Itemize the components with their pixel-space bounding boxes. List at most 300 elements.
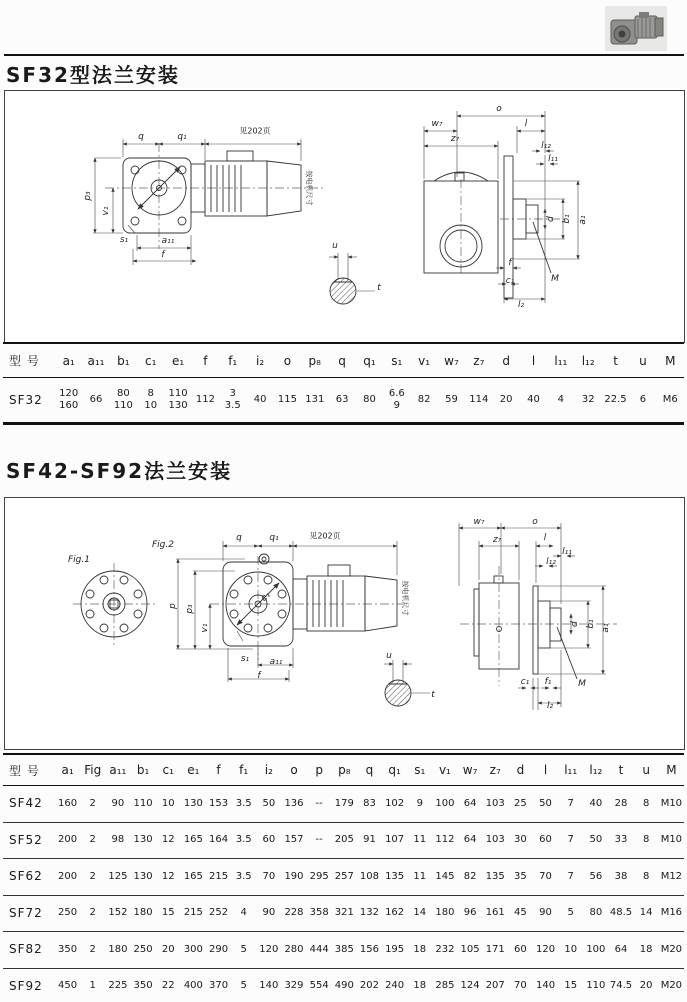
- value-cell: 444: [307, 932, 332, 969]
- value-cell: 450: [58, 980, 78, 991]
- dimension-column-header: p₈: [301, 343, 328, 378]
- dimension-column-header: i₂: [256, 754, 281, 786]
- value-cell: 157: [281, 822, 306, 859]
- sf42-92-dimension-table: [3, 753, 684, 1002]
- dimension-column-header: f₁: [219, 343, 246, 378]
- value-cell: 15: [156, 895, 181, 932]
- value-cell: 96: [458, 895, 483, 932]
- value-cell: 30: [508, 822, 533, 859]
- value-cell: 257: [332, 859, 357, 896]
- value-cell: 80 110: [113, 387, 133, 411]
- value-cell: 290: [206, 932, 231, 969]
- value-cell: 20: [499, 393, 513, 405]
- value-cell: 110: [586, 980, 606, 991]
- dimension-column-header: c₁: [137, 343, 164, 378]
- value-cell: 195: [382, 932, 407, 969]
- dimension-column-header: l₁₁: [558, 754, 583, 786]
- dim-label: q: [236, 533, 242, 543]
- value-cell: 385: [332, 932, 357, 969]
- header-row: [3, 343, 684, 378]
- dimension-column-header: w₇: [438, 343, 465, 378]
- table-row: [3, 822, 684, 859]
- value-cell: 56: [583, 859, 608, 896]
- dim-label: Fig.2: [152, 540, 174, 550]
- dim-label: l₁₂: [541, 141, 551, 151]
- model-cell: SF82: [3, 932, 55, 969]
- model-cell: SF72: [3, 895, 55, 932]
- value-cell: 103: [483, 822, 508, 859]
- dim-label: l₁₁: [562, 547, 572, 557]
- value-cell: 160: [55, 786, 80, 823]
- dimension-column-header: l₁₁: [547, 343, 574, 378]
- value-cell: 156: [357, 932, 382, 969]
- value-cell: 400: [183, 980, 203, 991]
- value-cell: 22: [161, 980, 175, 991]
- dimension-column-header: e₁: [181, 754, 206, 786]
- value-cell: 98: [105, 822, 130, 859]
- dimension-column-header: q: [357, 754, 382, 786]
- sf32-dimension-table: [3, 342, 684, 425]
- value-cell: 120: [533, 932, 558, 969]
- dim-label: a₁: [578, 215, 588, 225]
- dim-label: a₁₁: [269, 657, 283, 667]
- value-cell: 83: [357, 786, 382, 823]
- value-cell: 7: [558, 859, 583, 896]
- table-row: [3, 895, 684, 932]
- dim-label: w₇: [473, 517, 485, 527]
- value-cell: 5: [240, 980, 247, 991]
- value-cell: 102: [382, 786, 407, 823]
- value-cell: 120 160: [59, 387, 79, 411]
- dimension-column-header: Fig: [80, 754, 105, 786]
- dim-label: d: [546, 216, 556, 222]
- model-column-header: 型 号: [3, 343, 55, 378]
- dim-label: e₁: [259, 590, 273, 604]
- dim-label: c₁: [520, 677, 530, 687]
- dimension-column-header: c₁: [156, 754, 181, 786]
- dim-label: q: [138, 132, 144, 142]
- value-cell: 165: [181, 822, 206, 859]
- dim-label: f: [508, 258, 512, 268]
- value-cell: 90: [256, 895, 281, 932]
- value-cell: 120: [256, 932, 281, 969]
- value-cell: 358: [307, 895, 332, 932]
- dimension-column-header: p: [307, 754, 332, 786]
- value-cell: 152: [105, 895, 130, 932]
- value-cell: 112: [432, 822, 457, 859]
- value-cell: 3.5: [231, 859, 256, 896]
- value-cell: 250: [130, 932, 155, 969]
- value-cell: 60: [533, 822, 558, 859]
- value-cell: 2: [80, 859, 105, 896]
- value-cell: 132: [357, 895, 382, 932]
- value-cell: 135: [382, 859, 407, 896]
- value-cell: 3.5: [231, 822, 256, 859]
- value-cell: 3 3.5: [224, 387, 241, 411]
- value-cell: M6: [662, 393, 678, 405]
- value-cell: 114: [469, 393, 489, 405]
- dimension-column-header: a₁: [55, 343, 82, 378]
- dimension-column-header: M: [659, 754, 684, 786]
- value-cell: 100: [583, 932, 608, 969]
- value-cell: 35: [508, 859, 533, 896]
- value-cell: 108: [357, 859, 382, 896]
- sf42-92-technical-drawing: [5, 498, 684, 749]
- dim-label: t: [431, 690, 435, 700]
- dim-label: o: [496, 104, 502, 114]
- value-cell: 14: [407, 895, 432, 932]
- dim-label: l: [543, 533, 547, 543]
- value-cell: 490: [334, 980, 354, 991]
- section-title-sf32: SF32型法兰安装: [6, 63, 180, 87]
- table-row: [3, 786, 684, 823]
- value-cell: 240: [385, 980, 405, 991]
- figure-sf42-92-drawings: [4, 497, 685, 750]
- dimension-column-header: f₁: [231, 754, 256, 786]
- value-cell: 14: [634, 895, 659, 932]
- dimension-column-header: u: [634, 754, 659, 786]
- dim-label: p₃: [185, 604, 195, 614]
- top-rule: [4, 54, 684, 56]
- value-cell: 64: [458, 786, 483, 823]
- value-cell: 45: [508, 895, 533, 932]
- value-cell: 145: [432, 859, 457, 896]
- value-cell: 11: [407, 822, 432, 859]
- value-cell: 70: [514, 980, 527, 991]
- table-row: [3, 859, 684, 896]
- value-cell: 8 10: [144, 387, 158, 411]
- value-cell: 18: [413, 980, 427, 991]
- dimension-column-header: s₁: [383, 343, 410, 378]
- value-cell: 300: [181, 932, 206, 969]
- value-cell: 554: [309, 980, 329, 991]
- dim-label: u: [332, 241, 338, 251]
- value-cell: 202: [359, 980, 379, 991]
- dimension-column-header: p₈: [332, 754, 357, 786]
- value-cell: 225: [108, 980, 128, 991]
- value-cell: M20: [660, 980, 683, 991]
- value-cell: 107: [382, 822, 407, 859]
- value-cell: 33: [608, 822, 633, 859]
- value-cell: 207: [485, 980, 505, 991]
- value-cell: 200: [55, 859, 80, 896]
- value-cell: 125: [105, 859, 130, 896]
- dim-label: u: [386, 651, 392, 661]
- dimension-column-header: l₁₂: [583, 754, 608, 786]
- dim-label: 见202页: [309, 531, 341, 541]
- value-cell: 8: [634, 859, 659, 896]
- value-cell: 205: [332, 822, 357, 859]
- dim-label: l₂: [517, 300, 525, 310]
- value-cell: M10: [659, 822, 684, 859]
- value-cell: M20: [659, 932, 684, 969]
- value-cell: 4: [231, 895, 256, 932]
- dim-label: z₇: [450, 134, 460, 144]
- dimension-column-header: b₁: [130, 754, 155, 786]
- value-cell: 103: [483, 786, 508, 823]
- table-row: [3, 378, 684, 424]
- value-cell: 40: [253, 393, 267, 405]
- value-cell: 180: [432, 895, 457, 932]
- dim-label: M: [578, 679, 586, 689]
- dimension-column-header: b₁: [110, 343, 137, 378]
- dimension-column-header: z₇: [465, 343, 492, 378]
- dimension-column-header: e₁: [164, 343, 191, 378]
- dimension-column-header: t: [602, 343, 629, 378]
- value-cell: 5: [558, 895, 583, 932]
- figure-sf32-drawings: [4, 90, 685, 343]
- value-cell: 130: [181, 786, 206, 823]
- value-cell: 18: [407, 932, 432, 969]
- value-cell: 136: [281, 786, 306, 823]
- value-cell: 179: [332, 786, 357, 823]
- model-column-header: 型 号: [3, 754, 55, 786]
- dim-label: l: [524, 119, 528, 129]
- value-cell: 91: [357, 822, 382, 859]
- dimension-column-header: t: [608, 754, 633, 786]
- value-cell: 5: [231, 932, 256, 969]
- value-cell: 370: [208, 980, 229, 991]
- dimension-column-header: q₁: [356, 343, 383, 378]
- dimension-column-header: i₂: [246, 343, 273, 378]
- value-cell: 124: [460, 980, 480, 991]
- dimension-column-header: s₁: [407, 754, 432, 786]
- model-cell: SF42: [3, 786, 55, 823]
- dimension-column-header: f: [206, 754, 231, 786]
- dim-label: M: [551, 274, 559, 284]
- dim-label: o: [532, 517, 538, 527]
- dim-label: s₁: [240, 654, 250, 664]
- value-cell: 74.5: [609, 980, 633, 991]
- value-cell: 20: [639, 980, 653, 991]
- value-cell: 6: [639, 393, 647, 405]
- model-cell: SF52: [3, 822, 55, 859]
- value-cell: 82: [458, 859, 483, 896]
- value-cell: 48.5: [608, 895, 633, 932]
- dimension-column-header: v₁: [410, 343, 437, 378]
- dim-label: v₁: [200, 623, 210, 633]
- value-cell: 250: [55, 895, 80, 932]
- value-cell: 105: [458, 932, 483, 969]
- dimension-column-header: z₇: [483, 754, 508, 786]
- dim-label: f: [161, 250, 165, 260]
- dim-label: a₁₁: [161, 236, 175, 246]
- value-cell: 350: [55, 932, 80, 969]
- dimension-column-header: a₁: [55, 754, 80, 786]
- value-cell: 112: [195, 393, 215, 405]
- dim-label: 按电机尺寸: [305, 170, 313, 206]
- model-cell: SF32: [9, 392, 43, 407]
- value-cell: 285: [435, 980, 455, 991]
- value-cell: 110 130: [168, 387, 188, 411]
- dim-label: 按电机尺寸: [401, 580, 409, 616]
- dim-label: w₇: [431, 119, 443, 129]
- value-cell: 295: [307, 859, 332, 896]
- value-cell: 82: [417, 393, 431, 405]
- value-cell: 252: [206, 895, 231, 932]
- value-cell: 7: [558, 786, 583, 823]
- model-cell: SF62: [3, 859, 55, 896]
- value-cell: 10: [156, 786, 181, 823]
- value-cell: 3.5: [231, 786, 256, 823]
- dim-label: t: [377, 283, 381, 293]
- value-cell: 70: [533, 859, 558, 896]
- value-cell: 153: [206, 786, 231, 823]
- value-cell: 50: [533, 786, 558, 823]
- value-cell: 2: [80, 786, 105, 823]
- dimension-column-header: a₁₁: [82, 343, 109, 378]
- value-cell: 180: [130, 895, 155, 932]
- value-cell: 161: [483, 895, 508, 932]
- dimension-column-header: d: [493, 343, 520, 378]
- value-cell: 32: [581, 393, 595, 405]
- dim-label: b₁: [562, 214, 572, 224]
- value-cell: 28: [608, 786, 633, 823]
- value-cell: 64: [458, 822, 483, 859]
- value-cell: 90: [105, 786, 130, 823]
- value-cell: 329: [284, 980, 304, 991]
- value-cell: 12: [156, 859, 181, 896]
- dimension-column-header: o: [274, 343, 301, 378]
- dim-label: f: [257, 671, 261, 681]
- value-cell: M16: [659, 895, 684, 932]
- dimension-column-header: q: [328, 343, 355, 378]
- value-cell: 350: [133, 980, 153, 991]
- dim-label: b₁: [586, 619, 596, 629]
- value-cell: 140: [259, 980, 279, 991]
- value-cell: 4: [557, 393, 565, 405]
- value-cell: 40: [583, 786, 608, 823]
- value-cell: --: [307, 822, 332, 859]
- value-cell: 131: [305, 393, 325, 405]
- dimension-column-header: l₁₂: [575, 343, 602, 378]
- dimension-column-header: d: [508, 754, 533, 786]
- dim-label: l₂: [546, 701, 554, 711]
- dim-label: p: [168, 603, 178, 609]
- dim-label: c₁: [505, 276, 515, 286]
- value-cell: M12: [659, 859, 684, 896]
- table-row: [3, 968, 684, 1002]
- value-cell: 140: [536, 980, 556, 991]
- dim-label: f₁: [544, 677, 552, 687]
- dimension-column-header: l: [533, 754, 558, 786]
- dimension-column-header: u: [629, 343, 656, 378]
- dim-label: l₁₁: [548, 154, 558, 164]
- value-cell: 115: [277, 393, 297, 405]
- dimension-column-header: a₁₁: [105, 754, 130, 786]
- value-cell: 1: [89, 980, 96, 991]
- value-cell: 232: [432, 932, 457, 969]
- value-cell: 162: [382, 895, 407, 932]
- value-cell: 63: [335, 393, 349, 405]
- value-cell: 228: [281, 895, 306, 932]
- value-cell: 12: [156, 822, 181, 859]
- value-cell: 200: [55, 822, 80, 859]
- value-cell: 180: [105, 932, 130, 969]
- value-cell: 40: [527, 393, 540, 405]
- value-cell: 110: [130, 786, 155, 823]
- dim-label: 见202页: [239, 126, 271, 136]
- value-cell: 135: [483, 859, 508, 896]
- value-cell: 64: [608, 932, 633, 969]
- value-cell: 130: [130, 859, 155, 896]
- table-row: [3, 932, 684, 969]
- value-cell: 50: [256, 786, 281, 823]
- dim-label: s₁: [119, 235, 129, 245]
- dim-label: z₇: [492, 535, 502, 545]
- value-cell: 25: [508, 786, 533, 823]
- value-cell: 165: [181, 859, 206, 896]
- value-cell: 59: [445, 393, 458, 405]
- gearmotor-photo: [605, 6, 667, 51]
- header-row: [3, 754, 684, 786]
- dim-label: a₁: [601, 623, 611, 633]
- value-cell: 50: [583, 822, 608, 859]
- value-cell: 9: [407, 786, 432, 823]
- value-cell: 2: [80, 932, 105, 969]
- value-cell: 215: [206, 859, 231, 896]
- value-cell: 18: [634, 932, 659, 969]
- value-cell: 6.6 9: [388, 387, 405, 411]
- value-cell: 164: [206, 822, 231, 859]
- value-cell: 60: [508, 932, 533, 969]
- value-cell: 7: [558, 822, 583, 859]
- dim-label: p₃: [83, 191, 93, 201]
- value-cell: 2: [80, 822, 105, 859]
- value-cell: 100: [432, 786, 457, 823]
- value-cell: 90: [533, 895, 558, 932]
- value-cell: 80: [583, 895, 608, 932]
- dimension-column-header: v₁: [432, 754, 457, 786]
- value-cell: 15: [564, 980, 578, 991]
- dimension-column-header: f: [192, 343, 219, 378]
- value-cell: 11: [407, 859, 432, 896]
- dimension-column-header: M: [657, 343, 684, 378]
- dim-label: v₁: [101, 206, 111, 216]
- value-cell: 60: [256, 822, 281, 859]
- value-cell: 215: [181, 895, 206, 932]
- value-cell: 321: [332, 895, 357, 932]
- value-cell: 80: [363, 393, 376, 405]
- value-cell: 66: [89, 393, 103, 405]
- value-cell: M10: [659, 786, 684, 823]
- model-cell: SF92: [9, 978, 43, 993]
- dim-label: d: [570, 621, 580, 627]
- value-cell: 280: [281, 932, 306, 969]
- dimension-column-header: o: [281, 754, 306, 786]
- value-cell: 20: [156, 932, 181, 969]
- dim-label: Fig.1: [68, 555, 90, 565]
- value-cell: 22.5: [604, 393, 627, 405]
- value-cell: 130: [130, 822, 155, 859]
- value-cell: 8: [634, 822, 659, 859]
- dimension-column-header: w₇: [458, 754, 483, 786]
- value-cell: 2: [80, 895, 105, 932]
- value-cell: 70: [256, 859, 281, 896]
- dim-label: l₁₂: [546, 557, 556, 567]
- dim-label: q₁: [177, 132, 187, 142]
- value-cell: 10: [558, 932, 583, 969]
- dimension-column-header: l: [520, 343, 547, 378]
- section-title-sf42-92: SF42-SF92法兰安装: [6, 459, 233, 483]
- dim-label: q₁: [269, 533, 279, 543]
- value-cell: 190: [281, 859, 306, 896]
- value-cell: 171: [483, 932, 508, 969]
- dimension-column-header: q₁: [382, 754, 407, 786]
- value-cell: --: [307, 786, 332, 823]
- value-cell: 8: [634, 786, 659, 823]
- value-cell: 38: [608, 859, 633, 896]
